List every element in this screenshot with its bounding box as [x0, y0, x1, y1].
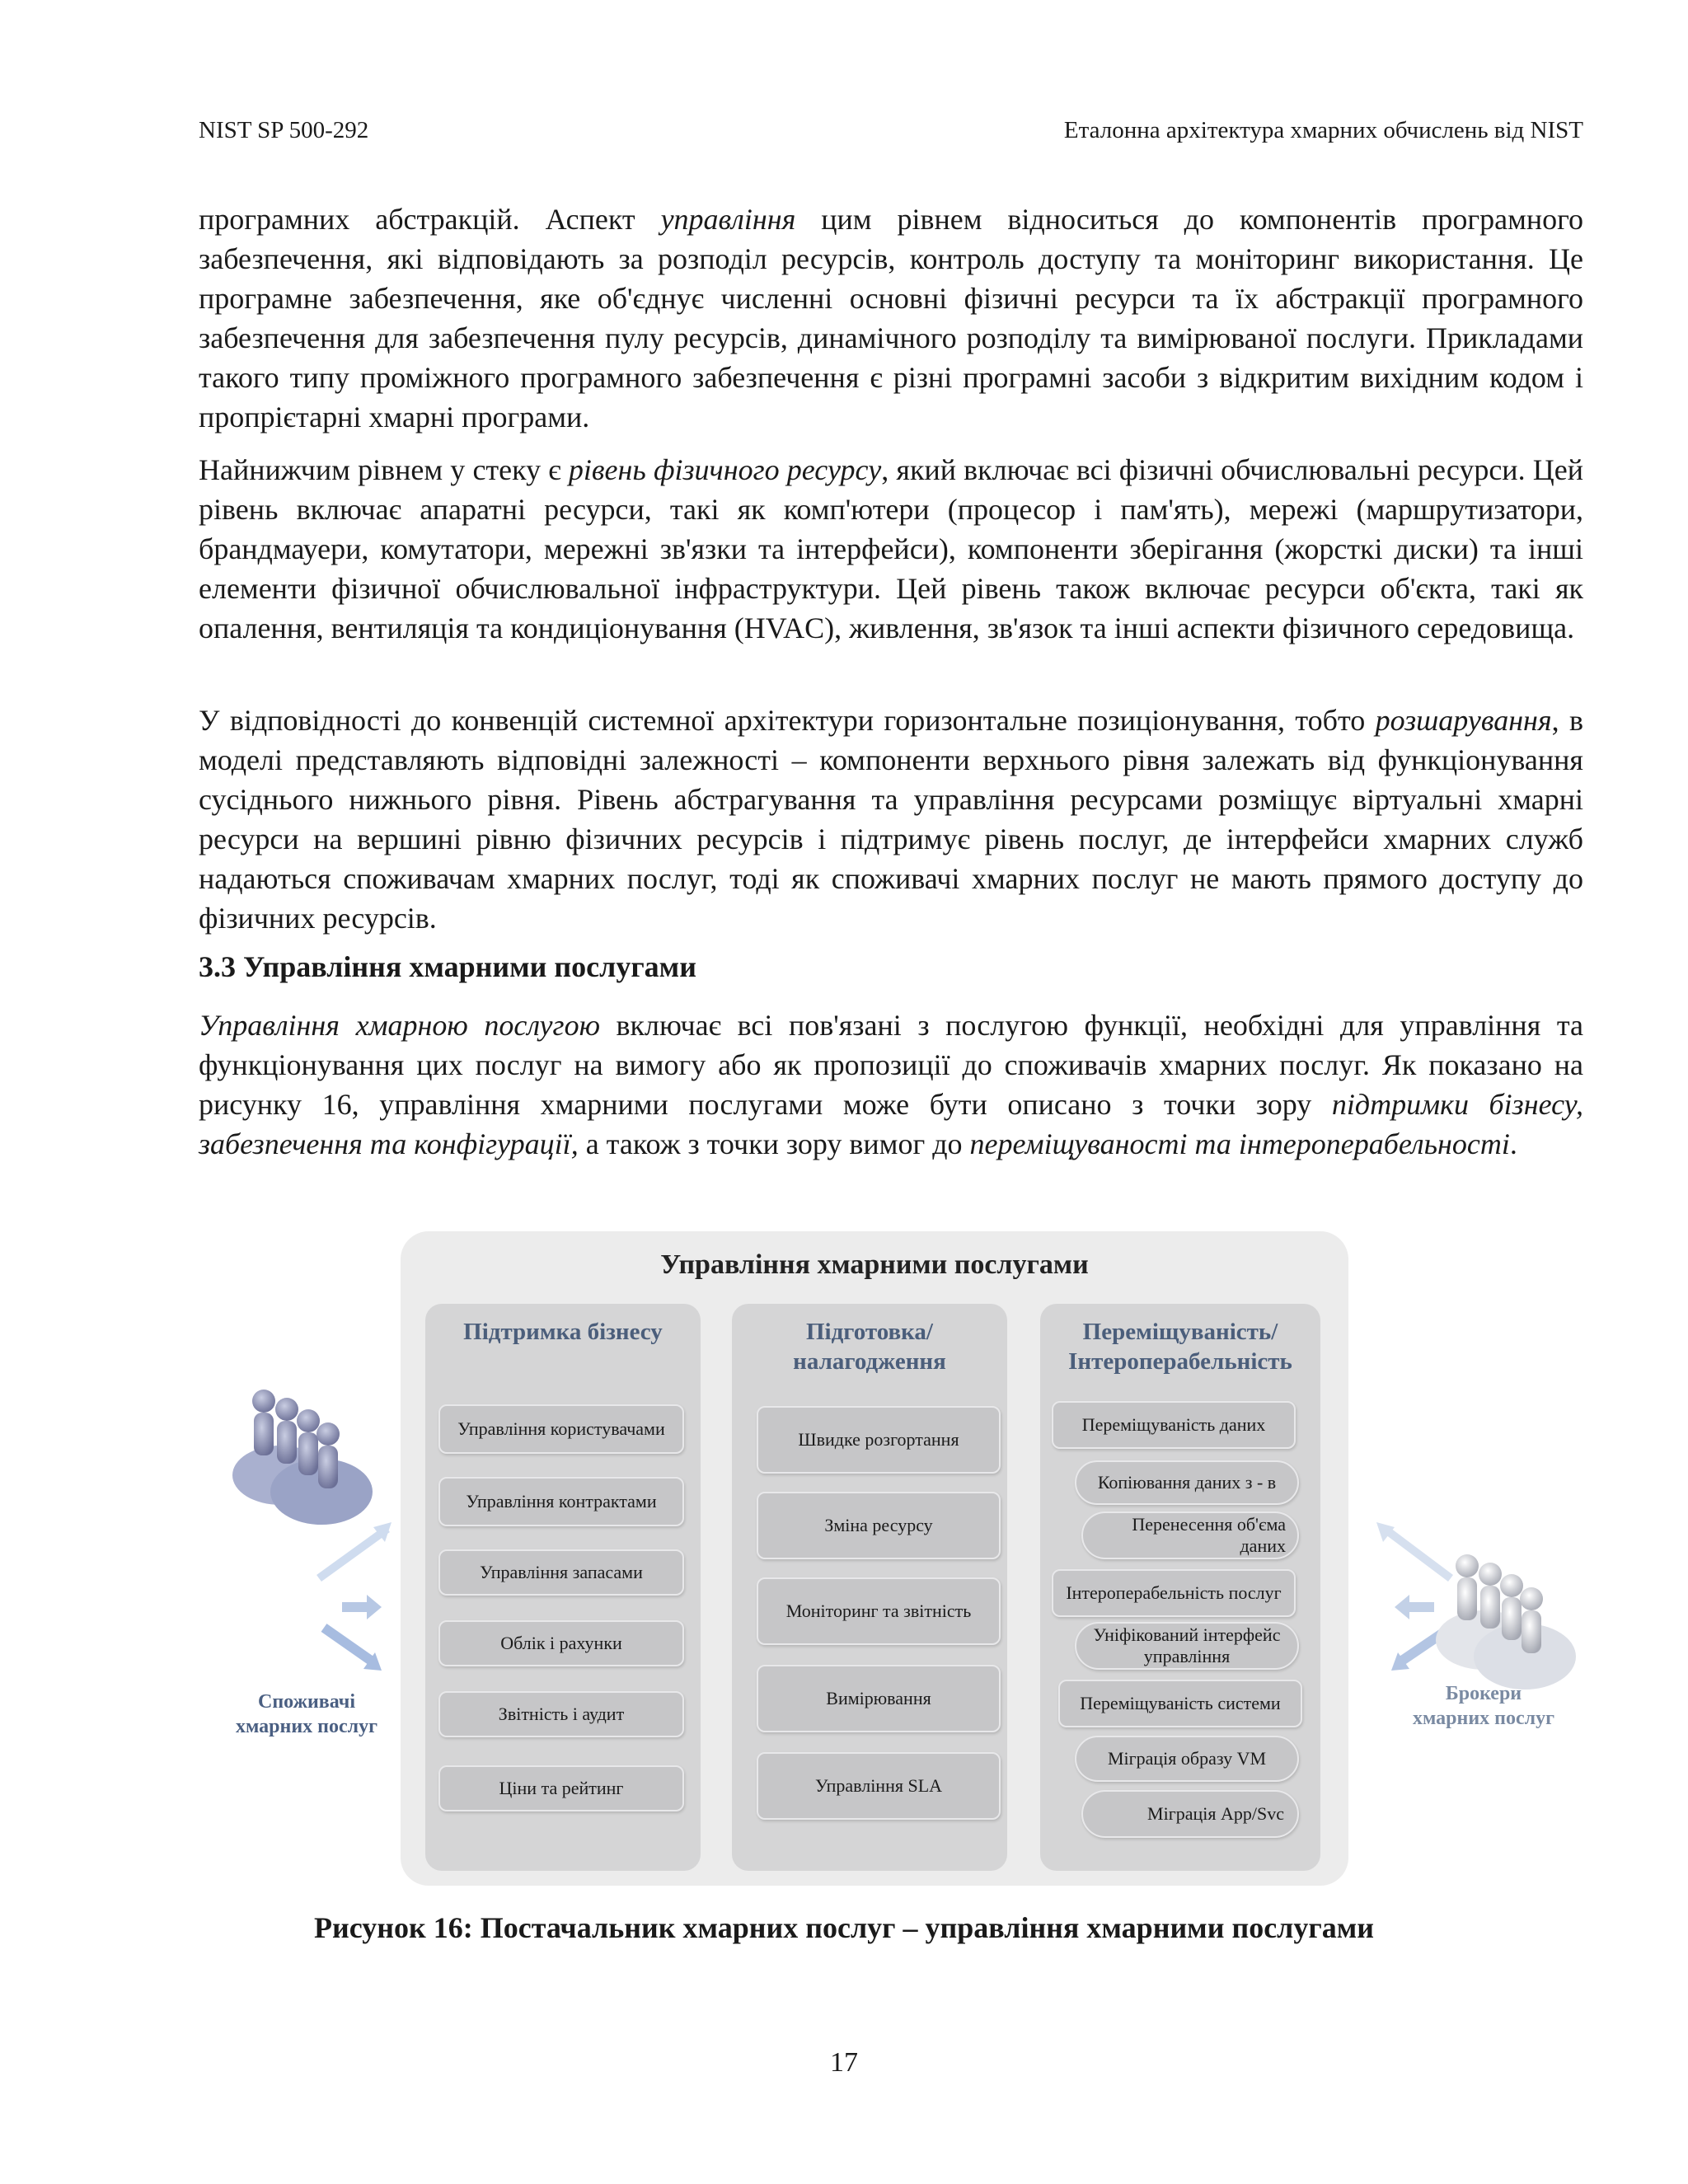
box-bulk-data-transfer: Перенесення об'єма даних [1081, 1511, 1299, 1559]
box-copy-data: Копіювання даних з - в [1075, 1460, 1299, 1505]
text-run: цим рівнем відноситься до компонентів програмного забезпечення, які відповідають за розподіл ресурсів, контроль доступу та моніторинг використання. Це програмне забезпечення, яке об'єднує численні основні фізичні ресурси та їх абстракції програмного забезпечення для забезпечення пулу ресурсів, динамічного розподілу та вимірюваної послуги. Прикладами такого типу проміжного програмного забезпечення є різні програмні засоби з відкритим вихідним кодом і пропрієтарні хмарні програми. [199, 203, 1584, 434]
column-title: Переміщуваність/ Інтероперабельність [1068, 1319, 1292, 1375]
box-sla-management: Управління SLA [757, 1752, 1001, 1820]
box-metering: Вимірювання [757, 1665, 1001, 1732]
box-monitoring-reporting: Моніторинг та звітність [757, 1577, 1001, 1645]
consumers-label: Споживачі хмарних послуг [235, 1691, 378, 1737]
box-accounting-billing: Облік і рахунки [438, 1620, 684, 1666]
text-run: , в моделі представляють відповідні залежності – компоненти верхнього рівня залежать від функціонування сусіднього нижнього рівня. Рівень абстрагування та управління ресурсами розміщує віртуальні хмарні ресурси на вершині рівню фізичних ресурсів і підтримує рівень послуг, де інтерфейси хмарних служб надаються споживачам хмарних послуг, тоді як споживачі хмарних послуг не мають прямого доступу до фізичних ресурсів. [199, 704, 1583, 935]
box-contract-management: Управління контрактами [438, 1477, 684, 1526]
paragraph-2 [199, 450, 1583, 648]
portability-interoperability-column [1040, 1304, 1320, 1871]
document-title: Еталонна архітектура хмарних обчислень від NIST [1063, 117, 1583, 143]
text-run: включає всі пов'язані з послугою функції, необхідні для управління та функціонування цих послуг на вимогу або як пропозиції до споживачів хмарних послуг. Як показано на рисунку 16, управління хмарними послугами може бути описано з точки зору [199, 1009, 1583, 1121]
box-system-portability: Переміщуваність системи [1058, 1680, 1302, 1727]
emphasis: підтримки бізнесу, забезпечення та конфігурації, [199, 1088, 1583, 1160]
text-run: У відповідності до конвенцій системної архітектури горизонтальне позиціонування, тобто [199, 704, 1376, 737]
section-heading: 3.3 Управління хмарними послугами [199, 950, 696, 983]
document-id: NIST SP 500-292 [199, 117, 369, 143]
emphasis: управління [660, 203, 796, 236]
box-service-interoperability: Інтероперабельність послуг [1052, 1569, 1296, 1617]
box-data-portability: Переміщуваність даних [1052, 1401, 1296, 1449]
page-number: 17 [830, 2047, 858, 2078]
page-header [199, 117, 1583, 150]
paragraph-1 [199, 199, 1583, 437]
text-run: а також з точки зору вимог до [578, 1127, 970, 1160]
consumers-icon [223, 1368, 396, 1533]
paragraph-4 [199, 1005, 1583, 1164]
emphasis: рівень фізичного ресурсу [568, 453, 882, 486]
text-run: . [1509, 1127, 1517, 1160]
emphasis: переміщуваності та інтероперабельності [969, 1127, 1510, 1160]
emphasis: Управління хмарною послугою [199, 1009, 600, 1042]
column-title: Підготовка/ налагодження [793, 1319, 946, 1375]
figure-caption: Рисунок 16: Постачальник хмарних послуг – управління хмарними послугами [314, 1911, 1374, 1944]
business-support-column [425, 1304, 701, 1871]
text-run: Найнижчим рівнем у стеку є [199, 453, 569, 486]
box-reporting-auditing: Звітність і аудит [438, 1691, 684, 1737]
provisioning-column [732, 1304, 1007, 1871]
text-run: , який включає всі фізичні обчислювальні ресурси. Цей рівень включає апаратні ресурси, такі як комп'ютери (процесор і пам'ять), мережі (маршрутизатори, брандмауери, комутатори, мережні зв'язки та інтерфейси), компоненти зберігання (жорсткі диски) та інші елементи фізичної обчислювальної інфраструктури. Цей рівень також включає ресурси об'єкта, такі як опалення, вентиляція та кондиціонування (HVAC), живлення, зв'язок та інші аспекти фізичного середовища. [199, 453, 1583, 644]
box-resource-change: Зміна ресурсу [757, 1492, 1001, 1559]
box-app-svc-migration: Міграція App/Svc [1081, 1790, 1299, 1838]
brokers-icon [1426, 1533, 1599, 1698]
paragraph-3 [199, 701, 1583, 938]
box-rapid-provisioning: Швидке розгортання [757, 1406, 1001, 1474]
box-user-management: Управління користувачами [438, 1404, 684, 1454]
left-arrows-icon [309, 1521, 408, 1685]
diagram-title: Управління хмарними послугами [660, 1249, 1089, 1280]
box-vm-image-migration: Міграція образу VM [1075, 1736, 1299, 1782]
emphasis: розшарування [1375, 704, 1552, 737]
cloud-service-management-diagram [401, 1231, 1348, 1886]
column-title: Підтримка бізнесу [463, 1319, 663, 1345]
brokers-label: Брокери хмарних послуг [1412, 1683, 1555, 1729]
box-pricing-rating: Ціни та рейтинг [438, 1765, 684, 1811]
box-inventory-management: Управління запасами [438, 1549, 684, 1596]
box-unified-management-interface: Уніфікований інтерфейс управління [1075, 1622, 1299, 1670]
text-run: програмних абстракцій. Аспект [199, 203, 661, 236]
